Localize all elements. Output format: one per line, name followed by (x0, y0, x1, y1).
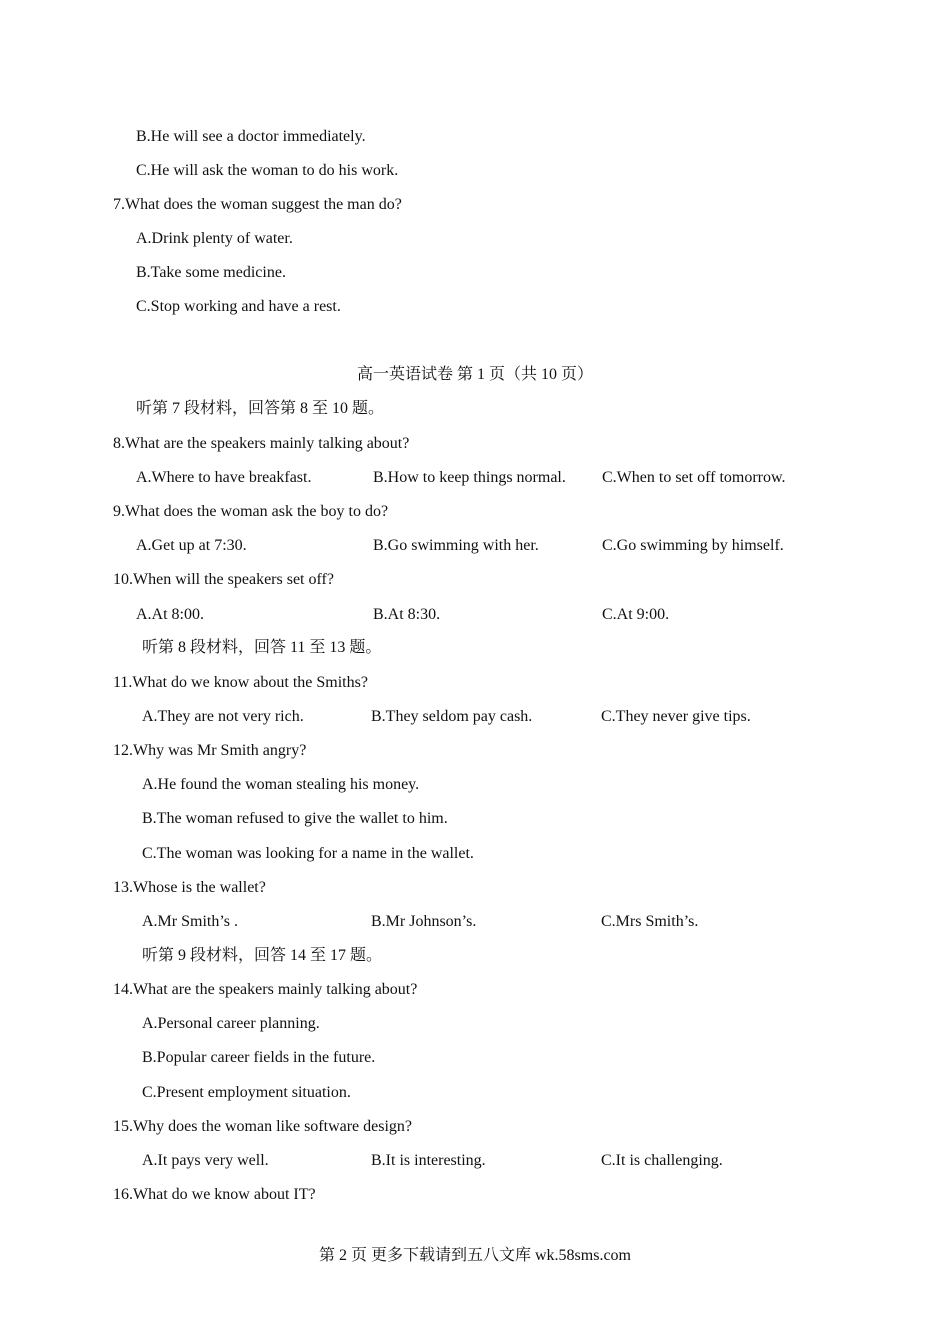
section-7-instruction: 听第 7 段材料，回答第 8 至 10 题。 (136, 400, 385, 417)
q14-question: 14.What are the speakers mainly talking about? (113, 981, 418, 998)
q11-option-a: A.They are not very rich. (142, 708, 304, 725)
q14-option-c: C.Present employment situation. (142, 1084, 351, 1101)
q14-option-b: B.Popular career fields in the future. (142, 1049, 376, 1066)
q7-option-c: C.Stop working and have a rest. (136, 298, 341, 315)
q16-question: 16.What do we know about IT? (113, 1186, 316, 1203)
q8-option-c: C.When to set off tomorrow. (602, 469, 786, 486)
q7-question: 7.What does the woman suggest the man do? (113, 196, 402, 213)
q10-question: 10.When will the speakers set off? (113, 571, 334, 588)
q7-option-a: A.Drink plenty of water. (136, 230, 293, 247)
q15-option-a: A.It pays very well. (142, 1152, 269, 1169)
q9-option-c: C.Go swimming by himself. (602, 537, 784, 554)
q8-option-b: B.How to keep things normal. (373, 469, 566, 486)
q15-option-c: C.It is challenging. (601, 1152, 723, 1169)
q10-option-c: C.At 9:00. (602, 606, 670, 623)
q11-option-b: B.They seldom pay cash. (371, 708, 533, 725)
q10-option-b: B.At 8:30. (373, 606, 441, 623)
q12-option-a: A.He found the woman stealing his money. (142, 776, 420, 793)
q10-option-a: A.At 8:00. (136, 606, 204, 623)
q9-question: 9.What does the woman ask the boy to do? (113, 503, 389, 520)
q11-option-c: C.They never give tips. (601, 708, 751, 725)
q13-question: 13.Whose is the wallet? (113, 879, 266, 896)
q14-option-a: A.Personal career planning. (142, 1015, 320, 1032)
q8-option-a: A.Where to have breakfast. (136, 469, 312, 486)
q6-option-c: C.He will ask the woman to do his work. (136, 162, 399, 179)
q11-question: 11.What do we know about the Smiths? (113, 674, 368, 691)
q15-question: 15.Why does the woman like software design? (113, 1118, 413, 1135)
q12-question: 12.Why was Mr Smith angry? (113, 742, 307, 759)
page-footer: 第 2 页 更多下载请到五八文库 wk.58sms.com (318, 1247, 631, 1264)
q15-option-b: B.It is interesting. (371, 1152, 486, 1169)
page1-footer: 高一英语试卷 第 1 页（共 10 页） (356, 366, 593, 383)
q8-question: 8.What are the speakers mainly talking about? (113, 435, 410, 452)
q9-option-b: B.Go swimming with her. (373, 537, 539, 554)
q9-option-a: A.Get up at 7:30. (136, 537, 247, 554)
q13-option-c: C.Mrs Smith’s. (601, 913, 699, 930)
q13-option-a: A.Mr Smith’s . (142, 913, 239, 930)
q12-option-c: C.The woman was looking for a name in the wallet. (142, 845, 474, 862)
q13-option-b: B.Mr Johnson’s. (371, 913, 477, 930)
section-9-instruction: 听第 9 段材料，回答 14 至 17 题。 (142, 947, 383, 964)
q6-option-b: B.He will see a doctor immediately. (136, 128, 366, 145)
q7-option-b: B.Take some medicine. (136, 264, 286, 281)
section-8-instruction: 听第 8 段材料，回答 11 至 13 题。 (142, 639, 382, 656)
q12-option-b: B.The woman refused to give the wallet to him. (142, 810, 448, 827)
